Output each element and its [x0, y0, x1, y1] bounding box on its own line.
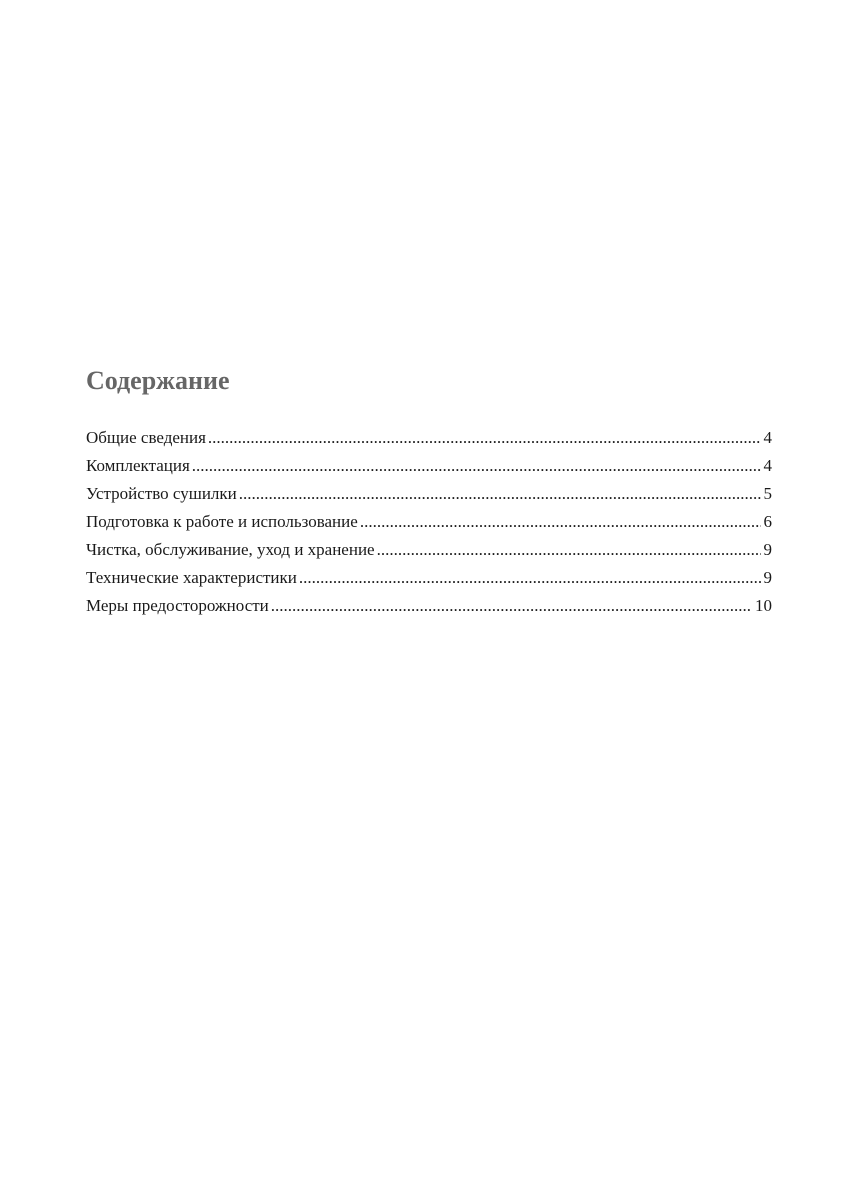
- dot-leader: [299, 566, 761, 590]
- toc-entry-label: Подготовка к работе и использование: [86, 512, 358, 531]
- toc-entry-label: Комплектация: [86, 456, 190, 475]
- dot-leader: [239, 482, 761, 506]
- toc-entry-page-number: 5: [763, 484, 772, 503]
- toc-entry-page-number: 9: [763, 540, 772, 559]
- toc-entry-label: Меры предосторожности: [86, 596, 269, 615]
- dot-leader: [377, 538, 761, 562]
- toc-entry-label: Технические характеристики: [86, 568, 297, 587]
- toc-entry-label: Чистка, обслуживание, уход и хранение: [86, 540, 375, 559]
- toc-entry-dryer-design[interactable]: [86, 482, 772, 510]
- toc-entry-label: Общие сведения: [86, 428, 206, 447]
- dot-leader: [271, 594, 752, 618]
- toc-entry-specifications[interactable]: [86, 566, 772, 594]
- dot-leader: [192, 454, 761, 478]
- toc-entry-page-number: 6: [763, 512, 772, 531]
- toc-entry-cleaning-and-storage[interactable]: [86, 538, 772, 566]
- dot-leader: [360, 510, 761, 534]
- dot-leader: [208, 426, 761, 450]
- toc-entry-general-info[interactable]: [86, 426, 772, 454]
- toc-entry-label: Устройство сушилки: [86, 484, 237, 503]
- toc-entry-page-number: 4: [763, 456, 772, 475]
- toc-entry-page-number: 4: [763, 428, 772, 447]
- toc-entry-preparation-and-use[interactable]: [86, 510, 772, 538]
- toc-entry-package-contents[interactable]: [86, 454, 772, 482]
- toc-entry-safety-precautions[interactable]: [86, 594, 772, 622]
- toc-entry-page-number: 10: [755, 596, 772, 615]
- toc-entry-page-number: 9: [763, 568, 772, 587]
- table-of-contents: [86, 426, 772, 622]
- page-title: Содержание: [86, 366, 230, 395]
